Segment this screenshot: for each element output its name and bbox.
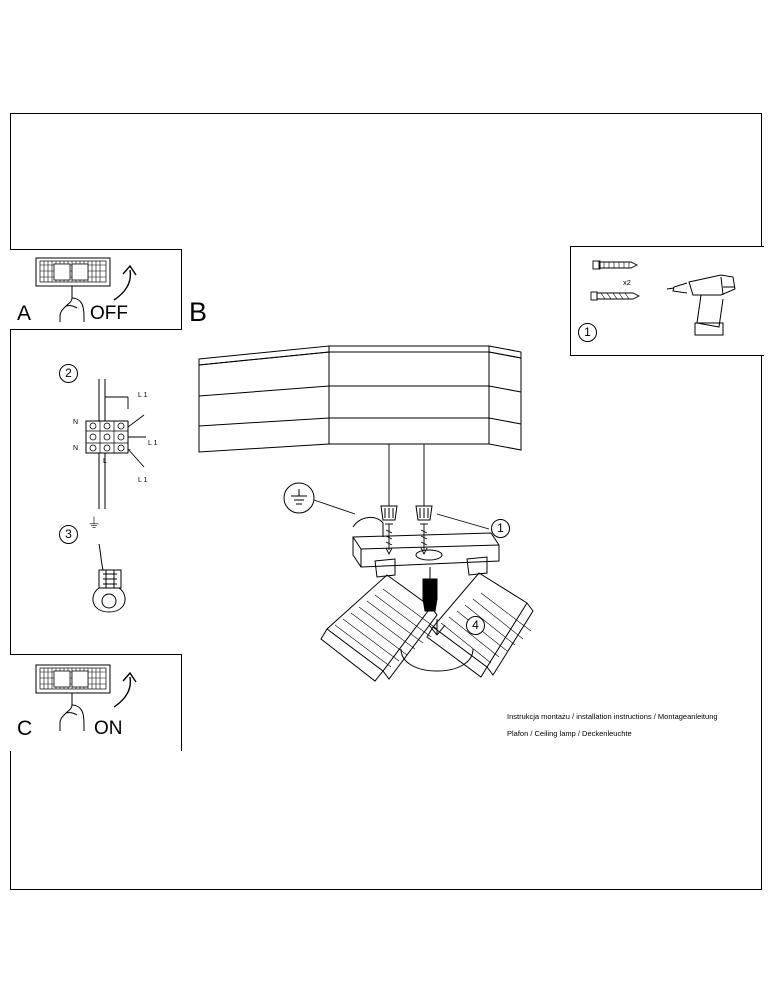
curved-arrow-icon — [114, 673, 136, 707]
bulb-icon — [423, 567, 437, 611]
earth-terminal-graphic — [81, 538, 141, 618]
callout-1-number: 1 — [578, 323, 597, 342]
terminal-label-n-bottom: N — [73, 445, 79, 452]
callout-1-number-duplicate: 1 — [491, 519, 510, 538]
earth-symbol-3: ⏚ — [87, 515, 101, 531]
curved-arrow-icon — [114, 266, 136, 300]
step-a-letter: A — [17, 302, 32, 325]
wall-switch-icon — [36, 665, 110, 693]
terminal-label-l-lower: L — [103, 458, 107, 465]
hand-finger-icon — [60, 693, 84, 731]
wall-plug-icon — [593, 261, 637, 269]
caption-line-2: Plafon / Ceiling lamp / Deckenleuchte — [507, 729, 632, 738]
spot-left — [321, 559, 437, 681]
step-c-label: ON — [94, 718, 123, 739]
terminal-label-n-left: N — [73, 419, 79, 426]
callout-1-panel — [570, 246, 764, 356]
wall-switch-icon — [36, 258, 110, 286]
terminal-label-l1-top: L 1 — [138, 392, 148, 399]
callout-4-number: 4 — [466, 616, 485, 635]
terminal-label-l-right: L — [127, 445, 131, 452]
step-a-panel — [10, 249, 182, 330]
hand-finger-icon — [60, 286, 84, 322]
drill-icon — [667, 275, 735, 335]
terminal-block-graphic — [66, 379, 176, 514]
terminal-label-l1-bottom: L 1 — [138, 477, 148, 484]
caption-line-1: Instrukcja montażu / installation instructions / Montageanleitung — [507, 712, 718, 721]
dowel-qty-label: x2 — [623, 278, 631, 287]
callout-2-number: 2 — [59, 364, 78, 383]
terminal-label-l1-mid: L 1 — [148, 440, 158, 447]
step-c-panel — [10, 654, 182, 751]
step-b-letter: B — [189, 297, 208, 327]
sheet-border — [10, 113, 762, 890]
callout-3-number: 3 — [59, 525, 78, 544]
step-a-label: OFF — [90, 303, 128, 324]
hardware-graphic — [571, 247, 763, 355]
screw-icon — [591, 292, 639, 300]
step-c-letter: C — [17, 717, 33, 740]
